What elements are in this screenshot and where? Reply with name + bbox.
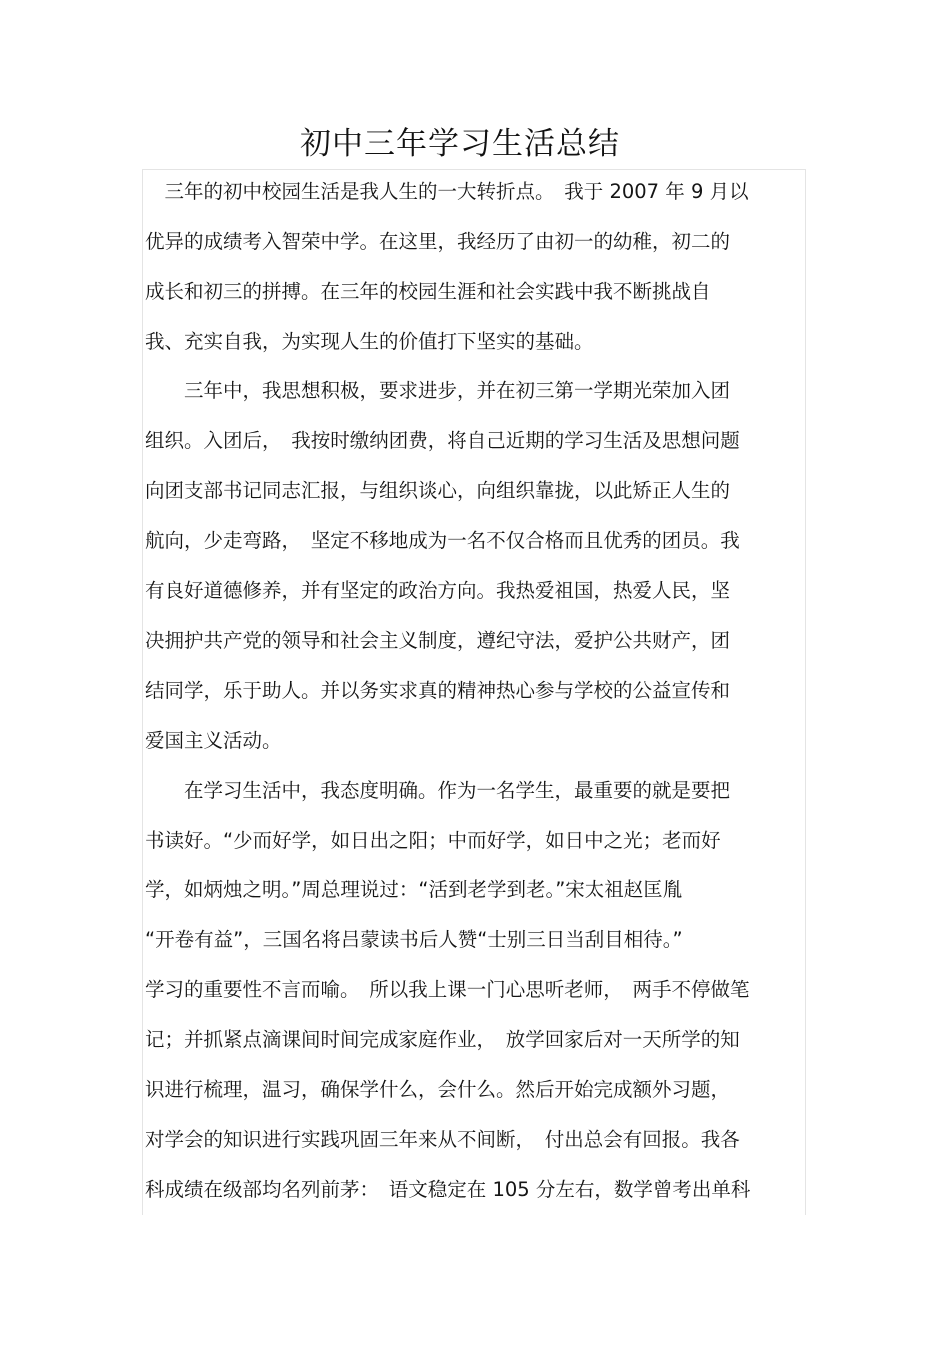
body-line: 向团支部书记同志汇报，与组织谈心，向组织靠拢，以此矫正人生的 [145,479,731,502]
body-line: 有良好道德修养，并有坚定的政治方向。我热爱祖国，热爱人民，坚 [145,579,731,602]
body-line: 科成绩在级部均名列前茅： 语文稳定在 105 分左右，数学曾考出单科 [145,1178,751,1201]
body-line: 三年中，我思想积极，要求进步，并在初三第一学期光荣加入团 [145,379,731,402]
body-line: 在学习生活中，我态度明确。作为一名学生，最重要的就是要把 [145,779,731,802]
body-line: 对学会的知识进行实践巩固三年来从不间断， 付出总会有回报。我各 [145,1128,740,1151]
body-line: 我、充实自我，为实现人生的价值打下坚实的基础。 [145,330,594,353]
body-line: 爱国主义活动。 [145,729,282,752]
body-line: 优异的成绩考入智荣中学。在这里，我经历了由初一的幼稚，初二的 [145,230,731,253]
body-line: 书读好。“少而好学，如日出之阳；中而好学，如日中之光；老而好 [145,829,721,852]
body-line: 学习的重要性不言而喻。 所以我上课一门心思听老师， 两手不停做笔 [145,978,750,1001]
body-line: 三年的初中校园生活是我人生的一大转折点。 我于 2007 年 9 月以 [145,180,749,203]
body-line: “开卷有益”，三国名将吕蒙读书后人赞“士别三日当刮目相待。” [145,928,683,951]
body-line: 成长和初三的拼搏。在三年的校园生涯和社会实践中我不断挑战自 [145,280,711,303]
body-line: 决拥护共产党的领导和社会主义制度，遵纪守法，爱护公共财产，团 [145,629,731,652]
body-line: 学，如炳烛之明。”周总理说过：“活到老学到老。”宋太祖赵匡胤 [145,878,683,901]
body-line: 记；并抓紧点滴课间时间完成家庭作业， 放学回家后对一天所学的知 [145,1028,740,1051]
body-line: 航向，少走弯路， 坚定不移地成为一名不仅合格而且优秀的团员。我 [145,529,740,552]
body-line: 组织。入团后， 我按时缴纳团费，将自己近期的学习生活及思想问题 [145,429,740,452]
body-line: 结同学，乐于助人。并以务实求真的精神热心参与学校的公益宣传和 [145,679,731,702]
document-title: 初中三年学习生活总结 [300,126,620,162]
body-line: 识进行梳理，温习，确保学什么，会什么。然后开始完成额外习题， [145,1078,731,1101]
